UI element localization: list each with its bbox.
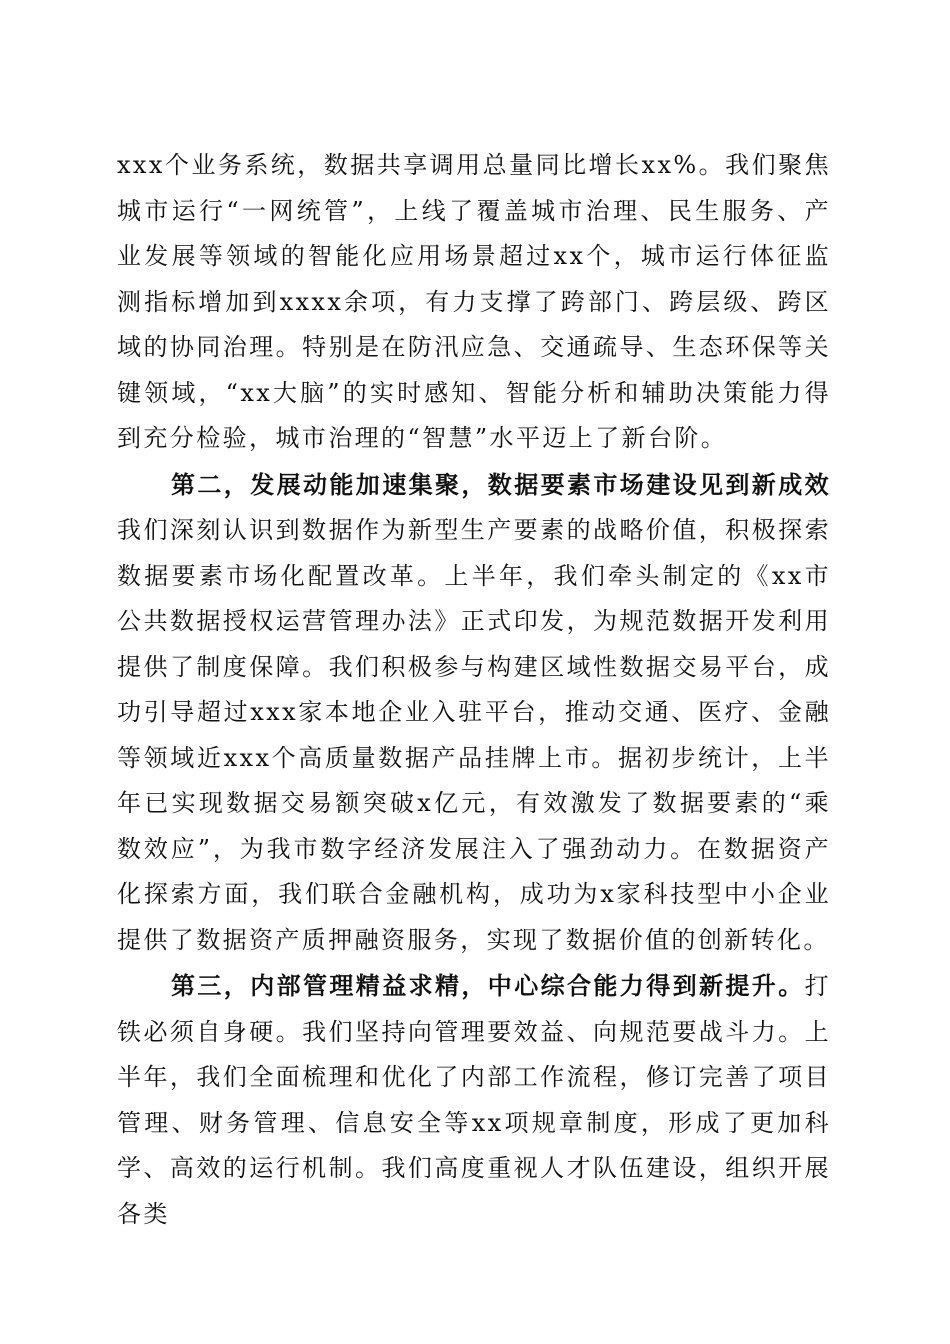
- paragraph-2: [117, 462, 831, 964]
- paragraph-2-heading: 第二，发展动能加速集聚，数据要素市场建设见到新成效: [171, 469, 831, 499]
- paragraph-1-text: xxx个业务系统，数据共享调用总量同比增长xx%。我们聚焦城市运行“一网统管”，上线了覆盖城市治理、民生服务、产业发展等领域的智能化应用场景超过xx个，城市运行体征监测指标增加到xxxx余项，有力支撑了跨部门、跨层级、跨区域的协同治理。特别是在防汛应急、交通疏导、生态环保等关键领域，“xx大脑”的实时感知、智能分析和辅助决策能力得到充分检验，城市治理的“智慧”水平迈上了新台阶。: [117, 151, 831, 452]
- paragraph-2-text: 我们深刻认识到数据作为新型生产要素的战略价值，积极探索数据要素市场化配置改革。上半年，我们牵头制定的《xx市公共数据授权运营管理办法》正式印发，为规范数据开发利用提供了制度保障。我们积极参与构建区域性数据交易平台，成功引导超过xxx家本地企业入驻平台，推动交通、医疗、金融等领域近xxx个高质量数据产品挂牌上市。据初步统计，上半年已实现数据交易额突破x亿元，有效激发了数据要素的“乘数效应”，为我市数字经济发展注入了强劲动力。在数据资产化探索方面，我们联合金融机构，成功为x家科技型中小企业提供了数据资产质押融资服务，实现了数据价值的创新转化。: [117, 516, 831, 954]
- paragraph-3-heading: 第三，内部管理精益求精，中心综合能力得到新提升。: [171, 971, 805, 1000]
- paragraph-3: [117, 963, 831, 1237]
- document-body: [117, 143, 831, 1237]
- paragraph-3-text: 打铁必须自身硬。我们坚持向管理要效益、向规范要战斗力。上半年，我们全面梳理和优化了内部工作流程，修订完善了项目管理、财务管理、信息安全等xx项规章制度，形成了更加科学、高效的运行机制。我们高度重视人才队伍建设，组织开展各类: [117, 972, 832, 1228]
- paragraph-1: [117, 143, 831, 462]
